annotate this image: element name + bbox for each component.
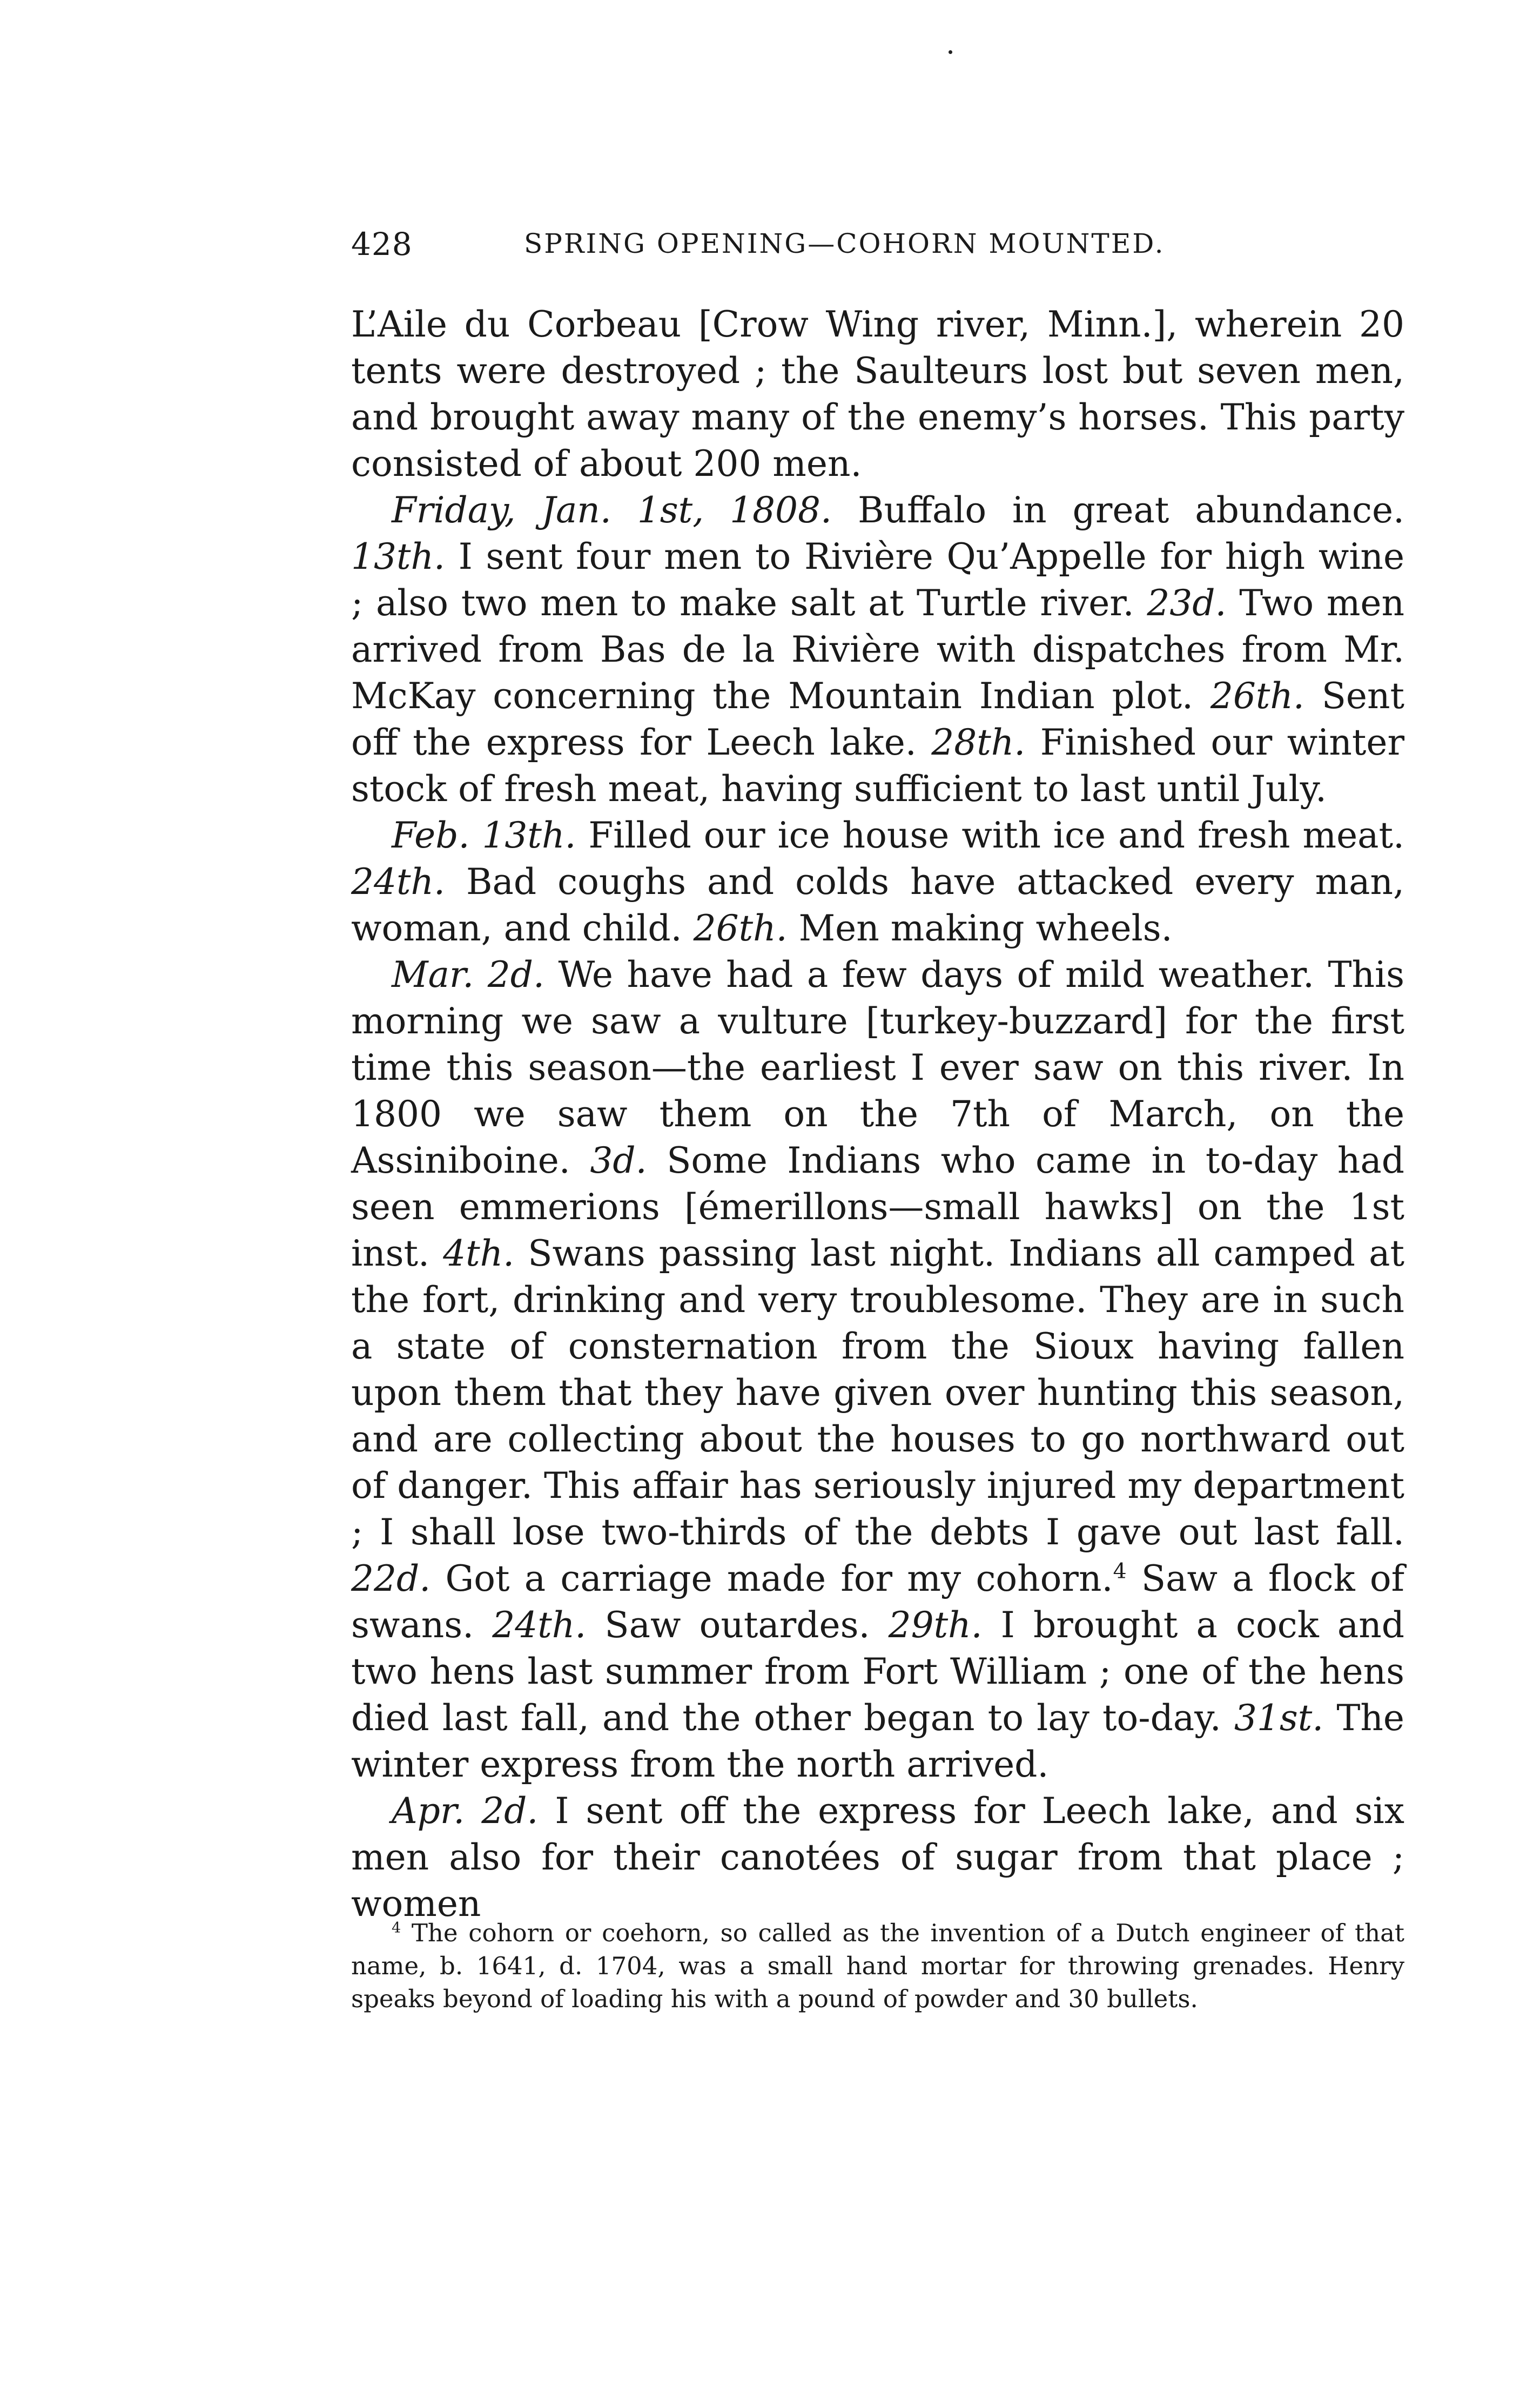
paragraph-april — [351, 1788, 1404, 1927]
footnote-text: The cohorn or coehorn, so called as the invention of a Dutch engineer of that name, b. 1641, d. 1704, was a small hand mortar for throwing grenades. Henry speaks beyond of loading his with a pound of powder and 30 bullets. — [351, 1919, 1404, 2013]
entry-text: Bad coughs and colds have attacked every man, woman, and child. — [351, 861, 1404, 949]
date-heading: 26th. — [1210, 675, 1304, 717]
page-header — [351, 226, 1404, 274]
entry-text: Two men arrived from Bas de la Rivière with dispatches from Mr. McKay concerning the Mountain Indian plot. — [351, 582, 1404, 717]
entry-text: Got a carriage made for my cohorn. — [431, 1558, 1113, 1599]
entry-text: Swans passing last night. Indians all camped at the fort, drinking and very troublesome. They are in such a state of consternation from the Sioux having fallen upon them that they have given over hunting this season, and are collecting about the houses to go northward out of danger. This affair has seriously injured my department ; I shall lose two-thirds of the debts I gave out last fall. — [351, 1233, 1404, 1553]
paragraph-continued — [351, 301, 1404, 487]
date-heading: Apr. 2d. — [392, 1790, 539, 1832]
date-heading: Friday, Jan. 1st, 1808. — [392, 489, 832, 531]
entry-text: Some Indians who came in to-day had seen emmerions [émerillons—small hawks] on the 1st inst. — [351, 1140, 1404, 1274]
ink-speck — [949, 50, 952, 54]
date-heading: 3d. — [590, 1140, 647, 1181]
date-heading: 4th. — [443, 1233, 515, 1274]
entry-text: I sent off the express for Leech lake, and six men also for their canotées of sugar from that place ; women — [351, 1790, 1405, 1925]
paragraph-february — [351, 812, 1404, 952]
entry-text: Saw a flock of swans. — [351, 1558, 1404, 1646]
date-heading: Mar. 2d. — [392, 954, 544, 996]
date-heading: 24th. — [351, 861, 445, 903]
body-text — [351, 301, 1404, 1927]
footnote-paragraph — [351, 1916, 1404, 2015]
footnote-marker: 4 — [392, 1920, 401, 1936]
entry-text: I brought a cock and two hens last summer from Fort William ; one of the hens died last fall, and the other began to lay to-day. — [351, 1604, 1404, 1739]
paragraph-text: L’Aile du Corbeau [Crow Wing river, Minn.], wherein 20 tents were destroyed ; the Saulteurs lost but seven men, and brought away many of the enemy’s horses. This party consisted of about 200 men. — [351, 304, 1404, 485]
footnote-reference: 4 — [1113, 1559, 1127, 1584]
footnote — [351, 1916, 1404, 2015]
date-heading: 28th. — [931, 722, 1026, 763]
page-number: 428 — [351, 226, 413, 263]
date-heading: 23d. — [1147, 582, 1227, 624]
date-heading: 26th. — [693, 907, 788, 949]
entry-text: I sent four men to Rivière Qu’Appelle for high wine ; also two men to make salt at Turtle river. — [351, 536, 1404, 624]
date-heading: 13th. — [351, 536, 445, 577]
entry-text: Saw outardes. — [586, 1604, 889, 1646]
date-heading: 29th. — [888, 1604, 983, 1646]
date-heading: 31st. — [1234, 1697, 1324, 1739]
date-heading: 22d. — [351, 1558, 431, 1599]
date-heading: Feb. 13th. — [392, 815, 576, 856]
entry-text: We have had a few days of mild weather. This morning we saw a vulture [turkey-buzzard] for the first time this season—the earliest I ever saw on this river. In 1800 we saw them on the 7th of March, on the Assiniboine. — [351, 954, 1405, 1181]
date-heading: 24th. — [492, 1604, 587, 1646]
paragraph-january — [351, 487, 1404, 812]
entry-text: Filled our ice house with ice and fresh meat. — [576, 815, 1404, 856]
entry-text: Buffalo in great abundance. — [832, 489, 1404, 531]
entry-text: Men making wheels. — [787, 907, 1173, 949]
entry-text: Finished our winter stock of fresh meat, having sufficient to last until July. — [351, 722, 1405, 810]
entry-text: Sent off the express for Leech lake. — [351, 675, 1404, 763]
running-title: SPRING OPENING—COHORN MOUNTED. — [524, 228, 1165, 259]
paragraph-march — [351, 952, 1404, 1788]
entry-text: The winter express from the north arrived. — [351, 1697, 1404, 1785]
